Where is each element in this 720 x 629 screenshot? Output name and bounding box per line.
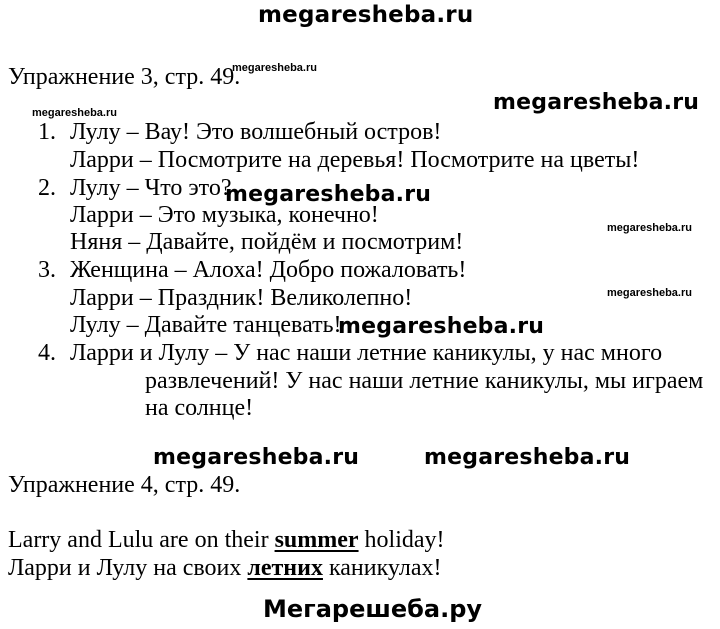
list-item-line: Ларри – Праздник! Великолепно! <box>70 285 413 311</box>
watermark-small: megaresheba.ru <box>32 107 117 119</box>
list-item-line: Няня – Давайте, пойдём и посмотрим! <box>70 229 464 255</box>
list-item-line: Женщина – Алоха! Добро пожаловать! <box>70 257 467 283</box>
highlighted-word: летних <box>247 555 323 581</box>
watermark-large: megaresheba.ru <box>153 445 360 470</box>
list-item-line: развлечений! У нас наши летние каникулы, мы играем <box>145 368 704 394</box>
watermark-small: megaresheba.ru <box>232 62 317 74</box>
sentence-text: каникулах! <box>322 555 442 581</box>
list-item-line: Ларри – Это музыка, конечно! <box>70 202 379 228</box>
list-item-number: 4. <box>38 340 56 366</box>
list-item-number: 1. <box>38 119 56 145</box>
list-item-line: Ларри и Лулу – У нас наши летние каникулы, у нас много <box>70 340 663 366</box>
sentence-text: Larry and Lulu are on their <box>8 527 275 553</box>
russian-sentence <box>8 553 441 583</box>
site-header: megaresheba.ru <box>258 2 474 28</box>
list-item-line: Лулу – Что это? <box>70 175 232 201</box>
list-item-line: на солнце! <box>145 395 254 421</box>
watermark-small: megaresheba.ru <box>607 222 692 234</box>
exercise3-title: Упражнение 3, стр. 49. <box>8 64 241 90</box>
site-footer: Мегарешеба.ру <box>263 595 483 623</box>
watermark-large: megaresheba.ru <box>225 182 432 207</box>
list-item-line: Лулу – Давайте танцевать! <box>70 312 342 338</box>
list-item-number: 3. <box>38 257 56 283</box>
list-item-line: Лулу – Вау! Это волшебный остров! <box>70 119 442 145</box>
list-item-number: 2. <box>38 175 56 201</box>
watermark-large: megaresheba.ru <box>338 314 545 339</box>
exercise4-title: Упражнение 4, стр. 49. <box>8 472 241 498</box>
watermark-large: megaresheba.ru <box>493 90 700 115</box>
sentence-text: holiday! <box>358 527 445 553</box>
sentence-text: Ларри и Лулу на своих <box>8 555 248 581</box>
highlighted-word: summer <box>274 527 359 553</box>
watermark-large: megaresheba.ru <box>424 445 631 470</box>
watermark-small: megaresheba.ru <box>607 287 692 299</box>
list-item-line: Ларри – Посмотрите на деревья! Посмотрите на цветы! <box>70 147 640 173</box>
english-sentence <box>8 525 445 555</box>
